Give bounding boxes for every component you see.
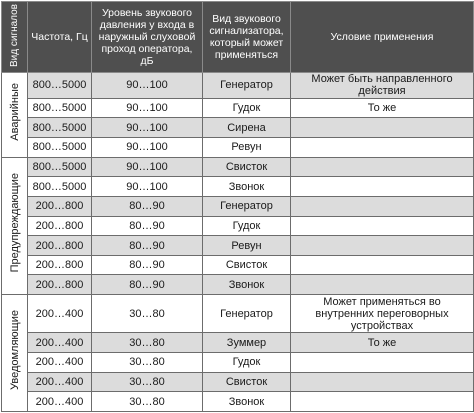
level-cell: 30…80 <box>92 372 203 392</box>
level-cell: 30…80 <box>92 352 203 372</box>
condition-cell <box>291 157 474 177</box>
group-label-cell <box>2 157 28 294</box>
frequency-cell: 200…400 <box>28 392 92 412</box>
group-label-cell <box>2 73 28 158</box>
signaller-type-cell: Звонок <box>203 177 291 197</box>
frequency-cell: 800…5000 <box>28 73 92 99</box>
level-cell: 90…100 <box>92 98 203 118</box>
table-row <box>2 352 474 372</box>
table-row <box>2 118 474 138</box>
table-row <box>2 177 474 197</box>
frequency-cell: 200…800 <box>28 236 92 256</box>
signaller-type-cell: Ревун <box>203 236 291 256</box>
signaller-type-cell: Сирена <box>203 118 291 138</box>
header-group: Вид сигналов <box>2 2 28 73</box>
condition-cell <box>291 138 474 158</box>
condition-cell <box>291 236 474 256</box>
header-frequency: Частота, Гц <box>28 2 92 73</box>
condition-cell: Может применяться во внутренних переговорных устройствах <box>291 295 474 333</box>
frequency-cell: 800…5000 <box>28 138 92 158</box>
frequency-cell: 200…800 <box>28 255 92 275</box>
table-row <box>2 372 474 392</box>
signaller-type-cell: Генератор <box>203 73 291 99</box>
header-level: Уровень звукового давления у входа в наружный слуховой проход оператора, дБ <box>92 2 203 73</box>
level-cell: 80…90 <box>92 275 203 295</box>
frequency-cell: 800…5000 <box>28 118 92 138</box>
table-row <box>2 138 474 158</box>
frequency-cell: 200…800 <box>28 196 92 216</box>
signaller-type-cell: Звонок <box>203 275 291 295</box>
table-row <box>2 216 474 236</box>
level-cell: 30…80 <box>92 333 203 353</box>
table-row <box>2 98 474 118</box>
condition-cell <box>291 196 474 216</box>
signaller-type-cell: Генератор <box>203 295 291 333</box>
table-body <box>2 73 474 412</box>
table-row <box>2 73 474 99</box>
condition-cell <box>291 352 474 372</box>
frequency-cell: 200…400 <box>28 352 92 372</box>
signaller-type-cell: Ревун <box>203 138 291 158</box>
frequency-cell: 200…400 <box>28 372 92 392</box>
level-cell: 80…90 <box>92 236 203 256</box>
frequency-cell: 800…5000 <box>28 98 92 118</box>
condition-cell <box>291 255 474 275</box>
condition-cell: То же <box>291 98 474 118</box>
table-row <box>2 157 474 177</box>
level-cell: 80…90 <box>92 255 203 275</box>
group-label: Аварийные <box>8 83 21 141</box>
header-row <box>2 2 474 73</box>
frequency-cell: 800…5000 <box>28 177 92 197</box>
condition-cell <box>291 372 474 392</box>
frequency-cell: 200…400 <box>28 333 92 353</box>
level-cell: 90…100 <box>92 118 203 138</box>
condition-cell <box>291 177 474 197</box>
frequency-cell: 200…800 <box>28 275 92 295</box>
signaller-type-cell: Гудок <box>203 98 291 118</box>
condition-cell <box>291 275 474 295</box>
signaller-type-cell: Зуммер <box>203 333 291 353</box>
table-row <box>2 333 474 353</box>
table-row <box>2 255 474 275</box>
signaller-type-cell: Свисток <box>203 372 291 392</box>
group-label-cell <box>2 295 28 412</box>
level-cell: 30…80 <box>92 392 203 412</box>
signaller-type-cell: Генератор <box>203 196 291 216</box>
level-cell: 90…100 <box>92 138 203 158</box>
signaller-type-cell: Свисток <box>203 255 291 275</box>
table-row <box>2 236 474 256</box>
header-condition: Условие применения <box>291 2 474 73</box>
header-type: Вид звукового сигнализатора, который может применяться <box>203 2 291 73</box>
condition-cell <box>291 216 474 236</box>
table-row <box>2 196 474 216</box>
signaller-type-cell: Свисток <box>203 157 291 177</box>
level-cell: 30…80 <box>92 295 203 333</box>
condition-cell <box>291 118 474 138</box>
table-row <box>2 295 474 333</box>
frequency-cell: 200…400 <box>28 295 92 333</box>
table-row <box>2 275 474 295</box>
level-cell: 80…90 <box>92 196 203 216</box>
condition-cell: То же <box>291 333 474 353</box>
table-row <box>2 392 474 412</box>
signaller-type-cell: Звонок <box>203 392 291 412</box>
level-cell: 90…100 <box>92 157 203 177</box>
frequency-cell: 800…5000 <box>28 157 92 177</box>
group-label: Уведомляющие <box>8 310 21 391</box>
signal-table <box>1 1 474 412</box>
condition-cell: Может быть направленного действия <box>291 73 474 99</box>
level-cell: 90…100 <box>92 177 203 197</box>
signaller-type-cell: Гудок <box>203 216 291 236</box>
condition-cell <box>291 392 474 412</box>
group-label: Предупреждающие <box>8 173 21 273</box>
frequency-cell: 200…800 <box>28 216 92 236</box>
signaller-type-cell: Гудок <box>203 352 291 372</box>
level-cell: 90…100 <box>92 73 203 99</box>
level-cell: 80…90 <box>92 216 203 236</box>
